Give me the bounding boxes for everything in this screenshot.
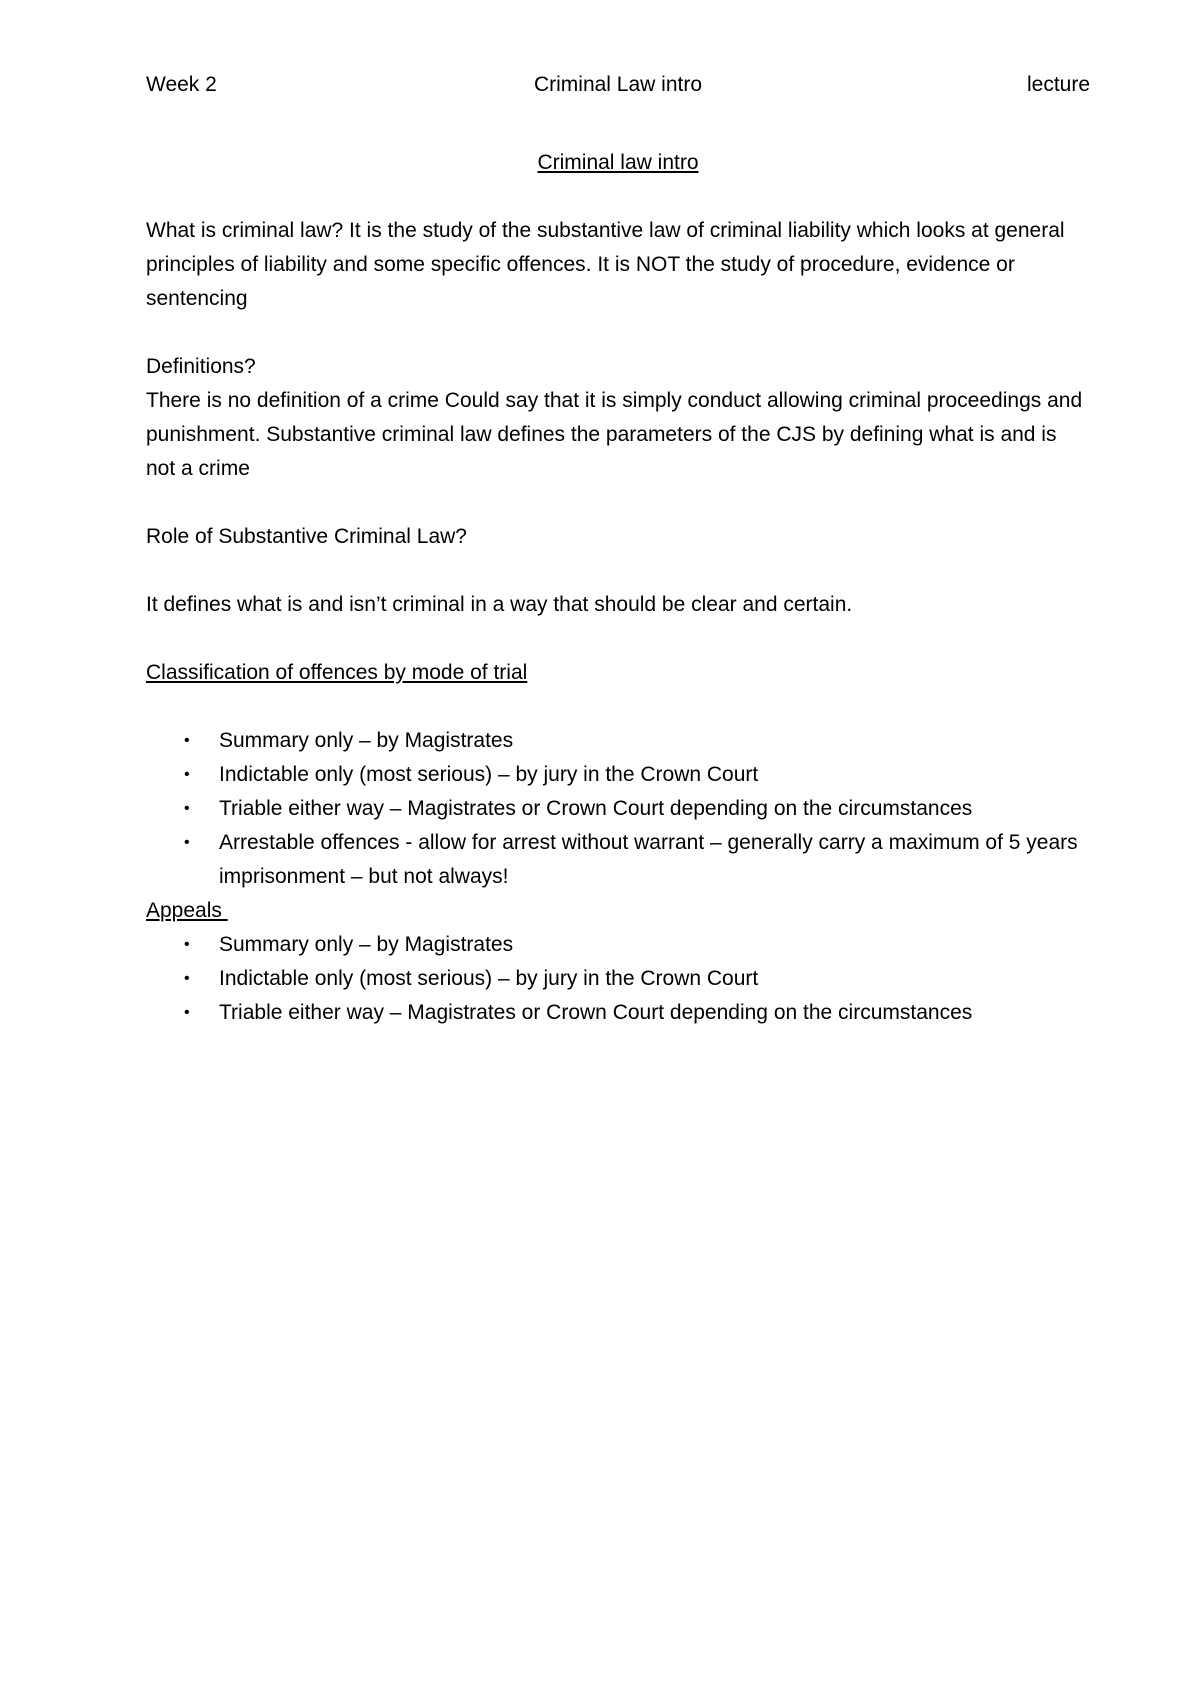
header-type: lecture [1026,73,1090,96]
appeals-list [146,928,1090,1030]
document-title: Criminal law intro [537,151,699,174]
header-course-title: Criminal Law intro [533,73,703,96]
list-item [146,792,1090,826]
list-item-text: Triable either way – Magistrates or Crown Court depending on the circumstances [219,1001,973,1024]
bullet-icon: • [184,834,190,851]
list-item-text: Summary only – by Magistrates [219,729,514,752]
classification-list [146,724,1090,894]
document-body [146,146,1090,1030]
list-item-text: Arrestable offences - allow for arrest without warrant – generally carry a maximum of 5 years imprisonment – but not always! [219,831,1078,888]
role-heading: Role of Substantive Criminal Law? [146,525,467,548]
list-item [146,758,1090,792]
bullet-icon: • [184,800,190,817]
definitions-heading: Definitions? [146,355,256,378]
header-week: Week 2 [146,73,217,96]
paragraph-definitions: There is no definition of a crime Could say that it is simply conduct allowing criminal proceedings and punishment. Substantive criminal law defines the parameters of the CJS by defining what is and is not a crime [146,389,1083,480]
list-item-text: Triable either way – Magistrates or Crown Court depending on the circumstances [219,797,973,820]
paragraph-role: It defines what is and isn’t criminal in a way that should be clear and certain. [146,593,853,616]
list-item [146,962,1090,996]
list-item [146,996,1090,1030]
bullet-icon: • [184,1004,190,1021]
bullet-icon: • [184,970,190,987]
classification-heading: Classification of offences by mode of trial [146,661,528,684]
list-item [146,928,1090,962]
list-item [146,724,1090,758]
list-item-text: Indictable only (most serious) – by jury in the Crown Court [219,967,759,990]
appeals-heading: Appeals [146,899,228,922]
page-header [146,70,1090,100]
paragraph-what-is-criminal-law: What is criminal law? It is the study of the substantive law of criminal liability which looks at general principles of liability and some specific offences. It is NOT the study of procedure, evidence or sentencing [146,219,1065,310]
list-item [146,826,1090,894]
list-item-text: Indictable only (most serious) – by jury in the Crown Court [219,763,759,786]
bullet-icon: • [184,936,190,953]
list-item-text: Summary only – by Magistrates [219,933,514,956]
bullet-icon: • [184,766,190,783]
bullet-icon: • [184,732,190,749]
